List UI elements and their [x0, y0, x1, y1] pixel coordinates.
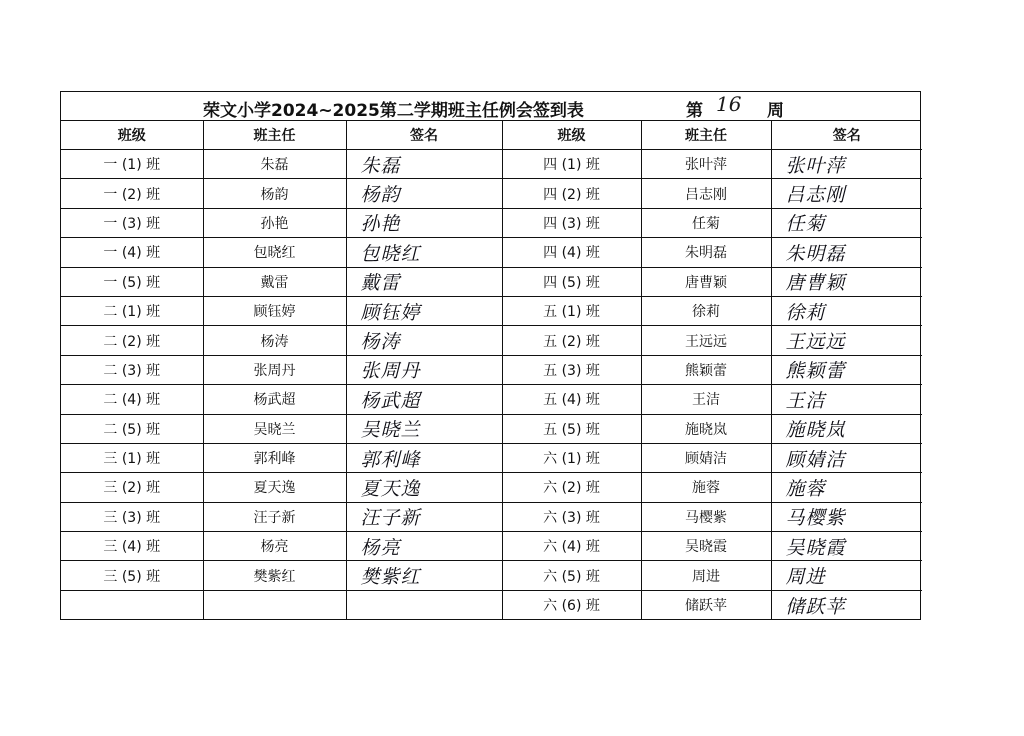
teacher-cell: 吴晓霞 — [641, 532, 771, 561]
class-cell: 六 (5) 班 — [502, 561, 641, 590]
class-cell: 二 (4) 班 — [61, 385, 203, 414]
signature-cell: 周进 — [771, 561, 922, 590]
signature-cell: 朱明磊 — [771, 238, 922, 267]
sheet-title: 荣文小学2024~2025第二学期班主任例会签到表 — [203, 101, 584, 121]
teacher-cell: 张周丹 — [203, 355, 346, 384]
class-cell: 四 (2) 班 — [502, 179, 641, 208]
table-row — [61, 414, 922, 443]
week-suffix: 周 — [767, 101, 784, 121]
class-cell: 四 (4) 班 — [502, 238, 641, 267]
class-cell: 五 (2) 班 — [502, 326, 641, 355]
signature-cell: 朱磊 — [346, 150, 502, 179]
class-cell: 三 (1) 班 — [61, 443, 203, 472]
signature-cell: 樊紫红 — [346, 561, 502, 590]
class-cell: 一 (2) 班 — [61, 179, 203, 208]
teacher-cell: 孙艳 — [203, 208, 346, 237]
signature-cell — [346, 590, 502, 619]
table-row — [61, 443, 922, 472]
teacher-cell: 杨韵 — [203, 179, 346, 208]
teacher-cell: 吴晓兰 — [203, 414, 346, 443]
class-cell: 五 (1) 班 — [502, 296, 641, 325]
signature-cell: 任菊 — [771, 208, 922, 237]
title-row — [61, 92, 920, 121]
teacher-cell: 施晓岚 — [641, 414, 771, 443]
class-cell: 一 (1) 班 — [61, 150, 203, 179]
signature-cell: 汪子新 — [346, 502, 502, 531]
signature-cell: 杨亮 — [346, 532, 502, 561]
signature-cell: 唐曹颖 — [771, 267, 922, 296]
table-row — [61, 179, 922, 208]
table-row — [61, 296, 922, 325]
teacher-cell: 顾钰婷 — [203, 296, 346, 325]
signature-cell: 张周丹 — [346, 355, 502, 384]
class-cell: 一 (5) 班 — [61, 267, 203, 296]
header-class-right: 班级 — [502, 121, 641, 150]
class-cell — [61, 590, 203, 619]
class-cell: 二 (2) 班 — [61, 326, 203, 355]
signature-cell: 顾婧洁 — [771, 443, 922, 472]
signature-cell: 储跃苹 — [785, 595, 846, 618]
signature-cell: 戴雷 — [346, 267, 502, 296]
signature-cell: 包晓红 — [346, 238, 502, 267]
teacher-cell: 周进 — [641, 561, 771, 590]
header-signature-left: 签名 — [346, 121, 502, 150]
table-row — [61, 355, 922, 384]
teacher-cell: 戴雷 — [203, 267, 346, 296]
week-prefix: 第 — [686, 101, 703, 121]
teacher-cell: 熊颖蕾 — [641, 355, 771, 384]
class-cell: 三 (3) 班 — [61, 502, 203, 531]
signature-cell: 吕志刚 — [771, 179, 922, 208]
teacher-cell: 郭利峰 — [203, 443, 346, 472]
table-row — [61, 532, 922, 561]
teacher-cell: 夏天逸 — [203, 473, 346, 502]
class-cell: 四 (1) 班 — [502, 150, 641, 179]
signature-cell: 施蓉 — [771, 473, 922, 502]
class-cell: 六 (1) 班 — [502, 443, 641, 472]
header-signature-right: 签名 — [771, 121, 922, 150]
teacher-cell: 杨亮 — [203, 532, 346, 561]
table-row — [61, 208, 922, 237]
teacher-cell: 汪子新 — [203, 502, 346, 531]
signature-cell: 孙艳 — [346, 208, 502, 237]
signature-cell: 马樱紫 — [771, 502, 922, 531]
class-cell: 一 (3) 班 — [61, 208, 203, 237]
signature-cell: 熊颖蕾 — [771, 355, 922, 384]
teacher-cell: 唐曹颖 — [641, 267, 771, 296]
class-cell: 一 (4) 班 — [61, 238, 203, 267]
teacher-cell: 储跃苹 — [641, 590, 771, 619]
signature-cell: 吴晓兰 — [346, 414, 502, 443]
class-cell: 三 (4) 班 — [61, 532, 203, 561]
teacher-cell: 张叶萍 — [641, 150, 771, 179]
teacher-cell: 吕志刚 — [641, 179, 771, 208]
table-row — [61, 502, 922, 531]
teacher-cell: 施蓉 — [641, 473, 771, 502]
class-cell: 六 (3) 班 — [502, 502, 641, 531]
sign-in-sheet — [60, 91, 921, 620]
teacher-cell: 杨武超 — [203, 385, 346, 414]
class-cell: 四 (5) 班 — [502, 267, 641, 296]
header-teacher-right: 班主任 — [641, 121, 771, 150]
signature-cell: 杨涛 — [346, 326, 502, 355]
class-cell: 五 (4) 班 — [502, 385, 641, 414]
signature-cell: 吴晓霞 — [771, 532, 922, 561]
class-cell: 六 (4) 班 — [502, 532, 641, 561]
signature-cell: 施晓岚 — [771, 414, 922, 443]
table-row — [61, 150, 922, 179]
teacher-cell: 王远远 — [641, 326, 771, 355]
teacher-cell: 樊紫红 — [203, 561, 346, 590]
class-cell: 二 (1) 班 — [61, 296, 203, 325]
signature-cell: 杨韵 — [346, 179, 502, 208]
signature-cell: 顾钰婷 — [346, 296, 502, 325]
table-row — [61, 590, 922, 619]
teacher-cell: 朱磊 — [203, 150, 346, 179]
teacher-cell: 包晓红 — [203, 238, 346, 267]
header-row — [61, 121, 922, 150]
teacher-cell: 马樱紫 — [641, 502, 771, 531]
attendance-table — [61, 121, 922, 619]
teacher-cell: 杨涛 — [203, 326, 346, 355]
signature-cell: 夏天逸 — [346, 473, 502, 502]
class-cell: 二 (5) 班 — [61, 414, 203, 443]
signature-cell: 王洁 — [771, 385, 922, 414]
teacher-cell: 顾婧洁 — [641, 443, 771, 472]
class-cell: 四 (3) 班 — [502, 208, 641, 237]
table-row — [61, 326, 922, 355]
header-class-left: 班级 — [61, 121, 203, 150]
table-row — [61, 473, 922, 502]
class-cell: 五 (5) 班 — [502, 414, 641, 443]
class-cell: 六 (6) 班 — [502, 590, 641, 619]
signature-cell: 徐莉 — [771, 296, 922, 325]
signature-cell: 郭利峰 — [346, 443, 502, 472]
teacher-cell: 朱明磊 — [641, 238, 771, 267]
table-row — [61, 385, 922, 414]
signature-cell: 张叶萍 — [771, 150, 922, 179]
teacher-cell: 徐莉 — [641, 296, 771, 325]
class-cell: 二 (3) 班 — [61, 355, 203, 384]
table-row — [61, 561, 922, 590]
table-row — [61, 267, 922, 296]
class-cell: 三 (5) 班 — [61, 561, 203, 590]
class-cell: 五 (3) 班 — [502, 355, 641, 384]
class-cell: 三 (2) 班 — [61, 473, 203, 502]
teacher-cell: 王洁 — [641, 385, 771, 414]
signature-cell: 王远远 — [771, 326, 922, 355]
signature-cell: 杨武超 — [346, 385, 502, 414]
week-number-handwritten: 16 — [716, 92, 742, 116]
teacher-cell: 任菊 — [641, 208, 771, 237]
teacher-cell — [203, 590, 346, 619]
class-cell: 六 (2) 班 — [502, 473, 641, 502]
header-teacher-left: 班主任 — [203, 121, 346, 150]
table-row — [61, 238, 922, 267]
